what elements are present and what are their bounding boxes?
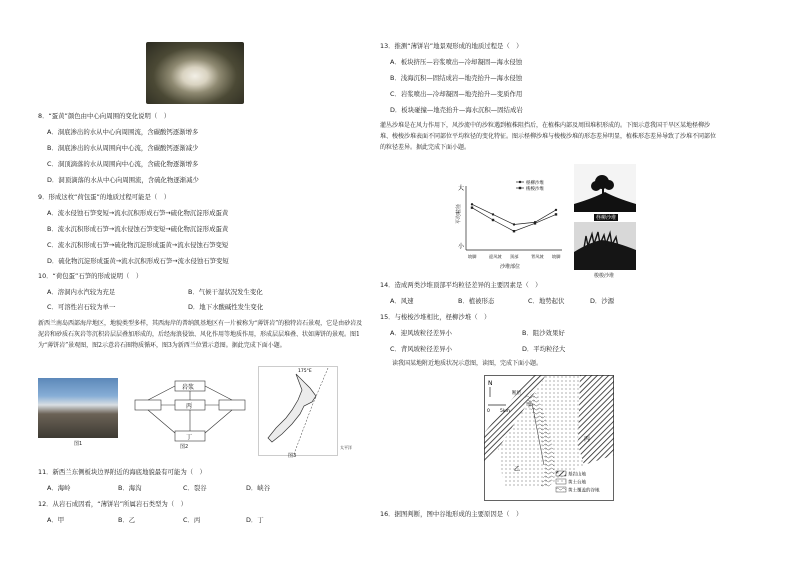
map-scale-0: 0 [487,409,490,414]
q9-option-b[interactable]: B．流水沉积形成石笋→流水侵蚀石笋变短→硫化物沉淀形成蛋黄 [47,225,229,233]
legend-loess-valley: 黄土覆盖的谷地 [568,488,600,494]
data-point [534,222,536,224]
map-label-yi: 乙 [514,466,521,473]
x-tick-label: 坡脚 [468,254,477,259]
q9-option-d[interactable]: D．硫化物沉淀形成蛋黄→流水沉积形成石笋→流水侵蚀石笋变短 [47,257,229,265]
x-tick-label: 迎风坡 [489,254,502,259]
y-axis-small: 小 [458,243,465,250]
map-north-label: 175°E [298,369,312,374]
map-scale-5: 5km [500,409,510,414]
map-label-bing: 丙 [584,436,591,443]
figure-3-new-zealand-map [258,366,338,456]
q9-option-a[interactable]: A．流水侵蚀石笋变短→流水沉积形成石笋→硫化物沉淀形成蛋黄 [47,209,229,217]
tamarisk-dune-photo [574,164,636,212]
data-point [555,213,557,215]
map-label-jia: 甲 [526,402,533,409]
x-tick-label: 坡脚 [552,254,561,259]
data-point [471,206,473,208]
q11-stem: 11．新西兰东侧板块边界附近的海底地貌最有可能为（ ） [38,468,206,476]
data-point [513,223,515,225]
q10-option-a[interactable]: A．溶洞内水汽较为充足 [47,288,116,296]
x-tick-label: 顶部 [510,254,519,259]
q12-stem: 12．从岩石成因看，“薄饼岩”所属岩石类型为（ ） [38,500,187,508]
data-point [471,203,473,205]
q13-stem: 13．推测“薄饼岩”地景观形成的地质过程是（ ） [380,42,523,50]
rock-box-jia [135,400,161,410]
q11-option-b[interactable]: B．海沟 [118,484,142,492]
geology-map [484,375,614,501]
x-axis-label: 沙堆部位 [500,264,521,270]
passage-pancake-rocks: 新西兰南岛西部海岸地区，地貌类型多样，其西海岸的普纳凯基地区有一片被称为“薄饼岩”的独特岩石景观，它是由砂岩及泥岩和砂质石灰岩等沉积岩层层叠加形成的，后经海浪侵蚀、风化作用等地质作用，形成层层堆叠、状如薄饼的景观。图1为“薄饼岩”景观图，图2示意岩石圈物质循环，图3为新西兰位置示意图。据此完成下面小题。 [38,320,363,349]
q10-option-d[interactable]: D．地下水酸碱性发生变化 [188,303,264,311]
q8-stem: 8．“蛋黄”颜色由中心向周围的变化说明（ ） [38,112,171,120]
legend-bedrock: 基岩山地 [568,472,586,478]
passage-geology-map: 读我国某地附近地质状况示意图，读图，完成下面小题。 [392,360,543,367]
cave-photo [146,42,244,104]
q13-option-d[interactable]: D．板块碰撞—地壳抬升—海水沉积—固结成岩 [390,106,523,114]
q10-stem: 10．“荷包蛋”石笋的形成说明（ ） [38,272,143,280]
q13-option-c[interactable]: C．岩浆喷出—冷却凝固—地壳抬升—变质作用 [390,90,523,98]
data-point [513,230,515,232]
figure-2-rock-cycle [125,375,255,455]
tamarisk-photo-label: 柽柳沙堆 [596,215,617,221]
q14-option-a[interactable]: A．风速 [390,297,414,305]
figure-3-label: 图3 [288,453,297,459]
legend-b: 梭梭沙堆 [526,187,544,192]
y-axis-big: 大 [458,185,465,192]
q8-option-d[interactable]: D．洞顶滴落的水从中心向周围流，含硫化物逐渐减少 [47,176,199,184]
legend-a: 柽柳沙堆 [526,181,544,186]
q8-option-b[interactable]: B．洞底渗出的水从周围向中心流，含碳酸钙逐渐减少 [47,144,199,152]
q12-option-d[interactable]: D．丁 [246,516,264,524]
data-point [555,209,557,211]
map-north: N [488,380,493,387]
q14-option-c[interactable]: C．地势起伏 [528,297,565,305]
q12-option-c[interactable]: C．丙 [183,516,201,524]
q15-option-d[interactable]: D．平均粒径大 [522,345,566,353]
y-axis-label: 平均粒径 [456,203,462,224]
data-point [492,213,494,215]
q13-option-a[interactable]: A．板块挤压—岩浆喷出—冷却凝固—海水侵蚀 [390,58,523,66]
q14-option-b[interactable]: B．植被形态 [458,297,495,305]
q10-option-c[interactable]: C．可溶性岩石较为单一 [47,303,116,311]
figure-1-label: 图1 [74,441,83,447]
grain-size-chart [448,176,568,276]
passage-shrub-dunes: 灌丛沙堆是在风力作用下，风沙流中的沙粒遇到植株阻挡后，在植株内部及周围堆积形成的。下图示意我国干旱区某地柽柳沙堆、梭梭沙堆表面不同部位平均粒径的变化特征。图示柽柳沙堆与梭梭沙堆的形态差异明显，植株形态差异导致了沙堆不同部位的粒径差异。据此完成下面小题。 [380,122,717,151]
figure-1-pancake-rocks-photo [38,378,118,438]
q8-option-c[interactable]: C．洞顶滴落的水从周围向中心流，含硫化物逐渐增多 [47,160,199,168]
bedrock-right [578,375,614,465]
q12-option-a[interactable]: A．甲 [47,516,65,524]
q15-option-c[interactable]: C．背风坡粒径差异小 [390,345,452,353]
q14-stem: 14．造成两类沙堆顶部平均粒径差异的主要因素是（ ） [380,281,542,289]
series-line-0 [472,204,556,224]
q15-stem: 15．与梭梭沙堆相比，柽柳沙堆（ ） [380,313,491,321]
rock-box-yi [219,400,245,410]
q8-option-a[interactable]: A．洞底渗出的水从中心向周围流，含碳酸钙逐渐增多 [47,128,199,136]
data-point [492,219,494,221]
q9-option-c[interactable]: C．流水沉积形成石笋→硫化物沉淀形成蛋黄→流水侵蚀石笋变短 [47,241,229,249]
bing-label: 丙 [186,403,193,410]
magma-label: 岩浆 [182,384,195,391]
q16-stem: 16．据图判断，图中谷地形成的主要原因是（ ） [380,510,523,518]
q11-option-a[interactable]: A．海岭 [47,484,71,492]
ding-label: 丁 [186,434,193,441]
figure-2-label: 图2 [180,444,189,450]
legend-loess-terrace: 黄土台地 [568,480,586,486]
haloxylon-photo-label: 梭梭沙堆 [594,273,615,279]
q15-option-b[interactable]: B．阻沙效果好 [522,329,565,337]
q9-stem: 9．形成这枚“荷包蛋”的地质过程可能是（ ） [38,193,171,201]
haloxylon-dune-photo [574,222,636,270]
series-line-1 [472,208,556,232]
q11-option-d[interactable]: D．峡谷 [246,484,271,492]
q11-option-c[interactable]: C．裂谷 [183,484,207,492]
q14-option-d[interactable]: D．沙源 [590,297,615,305]
pacific-label: 太平洋 [340,445,352,450]
q13-option-b[interactable]: B．浅海沉积—固结成岩—地壳抬升—海水侵蚀 [390,74,523,82]
q10-option-b[interactable]: B．气候干湿状况发生变化 [188,288,263,296]
x-tick-label: 背风坡 [531,254,544,259]
map-fault-label: 断层 [512,391,521,396]
q15-option-a[interactable]: A．迎风坡粒径差异小 [390,329,452,337]
q12-option-b[interactable]: B．乙 [118,516,136,524]
